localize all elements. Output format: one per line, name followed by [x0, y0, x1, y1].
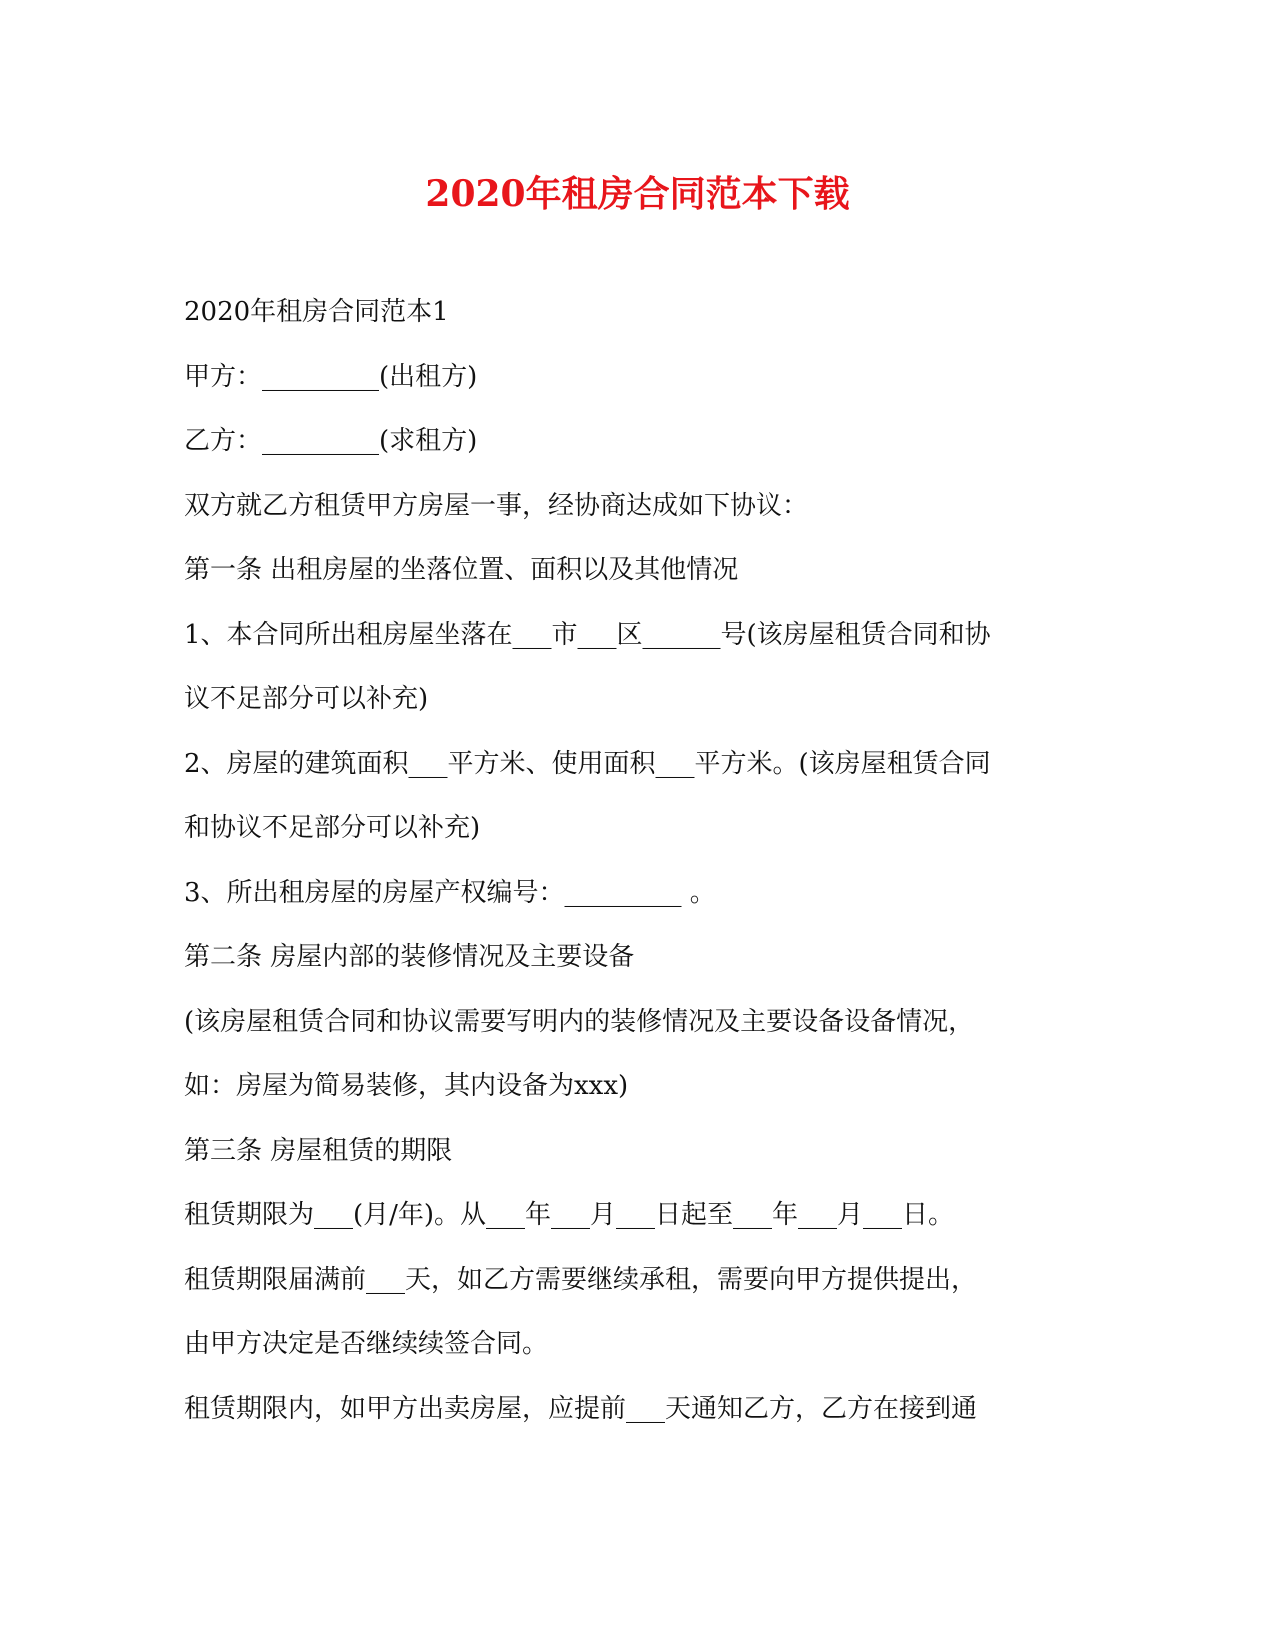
document-title: 2020年租房合同范本下载 — [425, 173, 850, 215]
document-body — [184, 292, 1084, 1453]
paragraph-line: 议不足部分可以补充) — [184, 684, 429, 714]
paragraph-line: 由甲方决定是否继续续签合同。 — [184, 1329, 549, 1359]
paragraph-line: 租赁期限内，如甲方出卖房屋，应提前___天通知乙方，乙方在接到通 — [184, 1393, 978, 1424]
paragraph-line: 甲方：_________(出租方) — [184, 361, 478, 392]
section-heading: 第三条 房屋租赁的期限 — [184, 1135, 453, 1166]
section-heading: 第二条 房屋内部的装修情况及主要设备 — [184, 942, 635, 972]
paragraph-line: 和协议不足部分可以补充) — [184, 813, 481, 843]
paragraph-line: 2020年租房合同范本1 — [184, 297, 449, 327]
section-heading: 第一条 出租房屋的坐落位置、面积以及其他情况 — [184, 555, 739, 585]
paragraph-line: 如：房屋为简易装修，其内设备为xxx) — [184, 1071, 629, 1101]
paragraph-line: 租赁期限为___(月/年)。从___年___月___日起至___年___月___日。 — [184, 1200, 955, 1230]
paragraph-line: 乙方：_________(求租方) — [184, 426, 478, 456]
paragraph-line: 2、房屋的建筑面积___平方米、使用面积___平方米。(该房屋租赁合同 — [184, 748, 991, 779]
paragraph-line: 租赁期限届满前___天，如乙方需要继续承租，需要向甲方提供提出， — [184, 1264, 978, 1295]
paragraph-line: 3、所出租房屋的房屋产权编号：_________ 。 — [184, 877, 716, 908]
paragraph-line: 1、本合同所出租房屋坐落在___市___区______号(该房屋租赁合同和协 — [184, 619, 991, 650]
paragraph-line: (该房屋租赁合同和协议需要写明内的装修情况及主要设备设备情况， — [184, 1006, 975, 1037]
paragraph-line: 双方就乙方租赁甲方房屋一事，经协商达成如下协议： — [184, 490, 809, 521]
